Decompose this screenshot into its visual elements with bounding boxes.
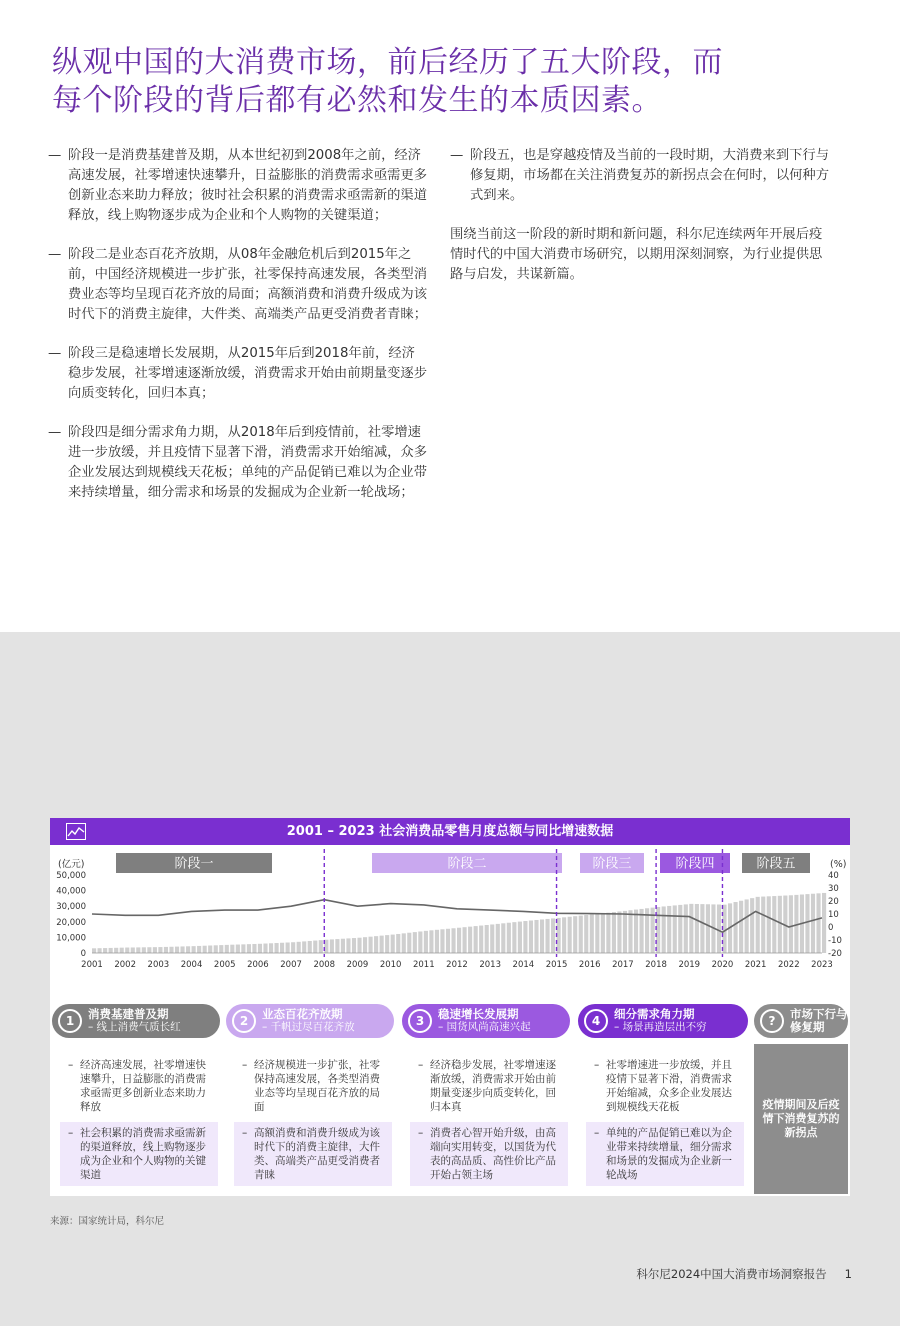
- source-note: 来源：国家统计局，科尔尼: [50, 1216, 165, 1227]
- sales-bar: [540, 919, 544, 953]
- right-axis-unit: (%): [830, 859, 847, 870]
- sales-bar: [573, 916, 577, 953]
- sales-bar: [662, 906, 666, 953]
- stage-number: 2: [232, 1009, 256, 1033]
- stage-label: 阶段三: [592, 856, 632, 872]
- intro-paragraph: 围绕当前这一阶段的新时期和新问题，科尔尼连续两年开展后疫情时代的中国大消费市场研究，以期用深刻洞察，为行业提供思路与启发，共谋新篇。: [450, 227, 823, 282]
- stage-point: – 社零增速进一步放缓，并且疫情下显著下滑，消费需求开始缩减，众多企业发展达到规模线天花板: [594, 1058, 736, 1114]
- left-tick-label: 40,000: [56, 886, 86, 897]
- page-footer: [636, 1266, 852, 1282]
- sales-bar: [623, 911, 627, 953]
- dash-mark: —: [48, 148, 62, 163]
- year-tick-label: 2007: [280, 960, 302, 970]
- sales-bar: [169, 947, 173, 953]
- sales-bar: [391, 935, 395, 953]
- sales-bar: [125, 948, 129, 953]
- retail-sales-chart: [50, 845, 850, 1002]
- year-tick-label: 2001: [81, 960, 103, 970]
- year-tick-label: 2022: [777, 960, 800, 970]
- left-tick-label: 50,000: [56, 871, 86, 881]
- dash-mark: —: [48, 425, 62, 440]
- dash-mark: —: [48, 247, 62, 262]
- sales-bar: [164, 947, 168, 953]
- right-tick-label: 0: [828, 923, 834, 933]
- sales-bar: [286, 942, 290, 953]
- stage-title: [614, 1008, 707, 1034]
- sales-bar: [678, 905, 682, 953]
- sales-bar: [490, 924, 494, 953]
- sales-bar: [601, 913, 605, 953]
- dash-mark: —: [48, 346, 62, 361]
- year-tick-label: 2019: [678, 960, 701, 970]
- sales-bar: [579, 916, 583, 953]
- sales-bar: [241, 944, 245, 953]
- sales-bar: [496, 924, 500, 953]
- sales-bar: [291, 942, 295, 953]
- sales-bar: [175, 947, 179, 953]
- sales-bar: [319, 940, 323, 953]
- sales-bar: [816, 893, 820, 953]
- stage-bullet: [48, 344, 428, 404]
- stage-title-text: 消费基建普及期: [88, 1007, 169, 1021]
- sales-bar: [617, 911, 621, 953]
- year-tick-label: 2018: [645, 960, 667, 970]
- sales-bar: [717, 905, 721, 953]
- year-tick-label: 2017: [612, 960, 634, 970]
- left-tick-label: 20,000: [56, 917, 86, 928]
- sales-bar: [700, 904, 704, 953]
- stage-number: 3: [408, 1009, 432, 1033]
- sales-bar: [695, 904, 699, 953]
- bullet-text: 阶段四是细分需求角力期，从2018年后到疫情前，社零增速进一步放缓，并且疫情下显著下滑，消费需求开始缩减，众多企业发展达到规模线天花板；单纯的产品促销已难以为企业带来持续增量，细分需求和场景的发掘成为企业新一轮战场；: [68, 425, 428, 500]
- sales-bar: [197, 946, 201, 953]
- right-tick-label: 20: [828, 897, 839, 907]
- right-tick-label: 40: [828, 871, 839, 881]
- year-tick-label: 2004: [180, 960, 203, 970]
- bullet-text: 阶段二是业态百花齐放期，从08年金融危机后到2015年之前，中国经济规模进一步扩张，社零保持高速发展，各类型消费业态等均呈现百花齐放的局面；高额消费和消费升级成为该时代下的消费主旋律，大件类、高端类产品更受消费者青睐；: [68, 247, 428, 322]
- stage-point: – 经济高速发展，社零增速快速攀升，日益膨胀的消费需求亟需更多创新业态来助力释放: [68, 1058, 210, 1114]
- sales-bar: [103, 948, 107, 953]
- right-column: [450, 146, 835, 285]
- sales-bar: [562, 917, 566, 953]
- stage-title-text: 业态百花齐放期: [262, 1007, 343, 1021]
- sales-bar: [363, 937, 367, 953]
- sales-bar: [805, 894, 809, 953]
- panel-title: 2001 – 2023 社会消费品零售月度总额与同比增速数据: [286, 824, 614, 839]
- stage-title: [88, 1008, 181, 1034]
- year-tick-label: 2016: [578, 960, 601, 970]
- sales-bar: [269, 943, 273, 953]
- stage-bullet: [48, 245, 428, 325]
- sales-bar: [136, 947, 140, 953]
- stage-number: 4: [584, 1009, 608, 1033]
- sales-bar: [203, 946, 207, 953]
- sales-bar: [739, 901, 743, 953]
- stage-point: – 社会积累的消费需求亟需新的渠道释放，线上购物逐步成为企业和个人购物的关键渠道: [60, 1122, 218, 1186]
- footer-report-name: 科尔尼2024中国大消费市场洞察报告: [636, 1267, 827, 1281]
- sales-bar: [689, 904, 693, 953]
- stage-1-tag: [52, 1004, 220, 1038]
- stage-title-text: 细分需求角力期: [614, 1007, 695, 1021]
- stage-title: [262, 1008, 355, 1034]
- sales-bar: [258, 944, 262, 953]
- sales-bar: [534, 920, 538, 953]
- stage-5-card: 疫情期间及后疫情下消费复苏的新拐点: [754, 1044, 848, 1194]
- left-tick-label: 10,000: [56, 933, 86, 944]
- headline-line-1: 纵观中国的大消费市场，前后经历了五大阶段，而: [52, 45, 723, 80]
- stage-title-text: 稳速增长发展期: [438, 1007, 519, 1021]
- sales-bar: [512, 922, 516, 953]
- sales-bar: [479, 926, 483, 953]
- stage-label: 阶段五: [756, 856, 796, 872]
- sales-bar: [518, 922, 522, 953]
- sales-bar: [302, 941, 306, 953]
- stage-2-tag: [226, 1004, 394, 1038]
- sales-bar: [634, 910, 638, 953]
- year-tick-label: 2005: [213, 960, 236, 970]
- sales-bar: [568, 917, 572, 953]
- sales-bar: [374, 936, 378, 953]
- stage-3-tag: [402, 1004, 570, 1038]
- bullet-text: 阶段一是消费基建普及期，从本世纪初到2008年之前，经济高速发展，社零增速快速攀升，日益膨胀的消费需求亟需更多创新业态来助力释放；彼时社会积累的消费需求亟需新的渠道释放，线上购物逐步成为企业和个人购物的关键渠道；: [68, 148, 428, 223]
- sales-bar: [734, 902, 738, 953]
- sales-bar: [236, 945, 240, 953]
- sales-bar: [474, 926, 478, 953]
- right-tick-label: -10: [828, 936, 842, 946]
- stage-subtitle: – 千帆过尽百花齐放: [262, 1021, 355, 1033]
- sales-bar: [153, 947, 157, 953]
- sales-bar: [523, 921, 527, 953]
- sales-bar: [673, 905, 677, 953]
- year-tick-label: 2020: [711, 960, 734, 970]
- sales-bar: [225, 945, 229, 953]
- sales-bar: [192, 946, 196, 953]
- stage-point: – 单纯的产品促销已难以为企业带来持续增量，细分需求和场景的发掘成为企业新一轮战场: [586, 1122, 744, 1186]
- year-tick-label: 2011: [412, 960, 435, 970]
- sales-bar: [778, 896, 782, 953]
- page-headline: [52, 44, 852, 120]
- sales-bar: [584, 915, 588, 953]
- sales-bar: [247, 944, 251, 953]
- left-axis-unit: (亿元): [58, 859, 85, 870]
- sales-bar: [369, 937, 373, 953]
- sales-bar: [706, 904, 710, 953]
- sales-bar: [275, 943, 279, 953]
- sales-bar: [380, 936, 384, 953]
- sales-bar: [418, 931, 422, 953]
- sales-bar: [341, 939, 345, 953]
- sales-bar: [435, 930, 439, 953]
- sales-bar: [297, 942, 301, 953]
- sales-bar: [789, 895, 793, 953]
- sales-bar: [385, 935, 389, 953]
- stage-4-card: [582, 1044, 748, 1194]
- year-tick-label: 2013: [479, 960, 502, 970]
- stage-point: – 高额消费和消费升级成为该时代下的消费主旋律，大件类、高端类产品更受消费者青睐: [234, 1122, 392, 1186]
- sales-bar: [446, 929, 450, 953]
- stage-number: ?: [760, 1009, 784, 1033]
- stage-bullet: [450, 146, 835, 206]
- stage-bullet: [48, 423, 428, 503]
- right-tick-label: 10: [828, 910, 839, 920]
- stage-point: – 经济稳步发展，社零增速逐渐放缓，消费需求开始由前期量变逐步向质变转化，回归本真: [418, 1058, 560, 1114]
- page-number: 1: [844, 1267, 852, 1281]
- sales-bar: [595, 914, 599, 953]
- year-tick-label: 2009: [346, 960, 369, 970]
- dash-mark: —: [450, 148, 464, 163]
- stage-subtitle: – 线上消费气质长红: [88, 1021, 181, 1033]
- sales-bar: [612, 912, 616, 953]
- stage-3-card: [406, 1044, 572, 1194]
- sales-bar: [208, 946, 212, 953]
- sales-bar: [142, 947, 146, 953]
- sales-bar: [92, 948, 96, 953]
- sales-bar: [424, 931, 428, 953]
- left-tick-label: 30,000: [56, 902, 86, 913]
- year-tick-label: 2015: [545, 960, 568, 970]
- sales-bar: [811, 894, 815, 953]
- sales-bar: [308, 941, 312, 953]
- stage-5-tag: [754, 1004, 848, 1038]
- sales-bar: [606, 913, 610, 953]
- sales-bar: [457, 928, 461, 953]
- left-tick-label: 0: [80, 949, 86, 959]
- sales-bar: [485, 925, 489, 953]
- year-tick-label: 2002: [114, 960, 137, 970]
- sales-bar: [745, 899, 749, 953]
- sales-bar: [429, 930, 433, 953]
- bullet-text: 阶段五，也是穿越疫情及当前的一段时期，大消费来到下行与修复期，市场都在关注消费复苏的新拐点会在何时，以何种方式到来。: [470, 148, 830, 203]
- sales-bar: [507, 923, 511, 953]
- stage-number: 1: [58, 1009, 82, 1033]
- sales-bar: [114, 948, 118, 953]
- sales-bar: [219, 945, 223, 953]
- right-tick-label: -20: [828, 949, 842, 959]
- sales-bar: [667, 906, 671, 953]
- sales-bar: [413, 932, 417, 953]
- sales-bar: [463, 927, 467, 953]
- sales-bar: [158, 947, 162, 953]
- stage-title: [438, 1008, 531, 1034]
- sales-bar: [750, 898, 754, 953]
- sales-bar: [109, 948, 113, 953]
- sales-bar: [761, 897, 765, 953]
- sales-bar: [396, 934, 400, 953]
- sales-bar: [252, 944, 256, 953]
- sales-bar: [186, 946, 190, 953]
- sales-bar: [280, 943, 284, 953]
- stage-1-card: [56, 1044, 222, 1194]
- year-tick-label: 2023: [811, 960, 833, 970]
- right-tick-label: 30: [828, 884, 839, 894]
- sales-bar: [357, 938, 361, 953]
- sales-bar: [120, 948, 124, 953]
- chart-panel: [50, 818, 850, 1196]
- stage-label: 阶段一: [174, 856, 214, 872]
- stage-4-tag: [578, 1004, 748, 1038]
- sales-bar: [628, 910, 632, 953]
- stage-subtitle: – 场景再造层出不穷: [614, 1021, 707, 1033]
- sales-bar: [772, 896, 776, 953]
- year-tick-label: 2014: [512, 960, 535, 970]
- stage-label: 阶段四: [675, 856, 715, 872]
- bullet-text: 阶段三是稳速增长发展期，从2015年后到2018年前，经济稳步发展，社零增速逐渐放缓，消费需求开始由前期量变逐步向质变转化，回归本真；: [68, 346, 428, 401]
- year-tick-label: 2006: [247, 960, 269, 970]
- stage-title: 市场下行与修复期: [790, 1007, 848, 1034]
- headline-line-2: 每个阶段的背后都有必然和发生的本质因素。: [52, 83, 662, 118]
- year-tick-label: 2003: [147, 960, 170, 970]
- sales-bar: [263, 944, 267, 953]
- year-tick-label: 2010: [379, 960, 402, 970]
- sales-bar: [407, 933, 411, 953]
- panel-header: [50, 818, 850, 845]
- sales-bar: [529, 921, 533, 954]
- sales-bar: [451, 928, 455, 953]
- sales-bar: [98, 948, 102, 953]
- stage-point: – 经济规模进一步扩张，社零保持高速发展，各类型消费业态等均呈现百花齐放的局面: [242, 1058, 384, 1114]
- sales-bar: [230, 945, 234, 953]
- sales-bar: [440, 929, 444, 953]
- sales-bar: [313, 941, 317, 953]
- sales-bar: [468, 927, 472, 953]
- sales-bar: [352, 938, 356, 953]
- stage-2-card: [230, 1044, 396, 1194]
- stage-subtitle: – 国货风尚高速兴起: [438, 1021, 531, 1033]
- stage-point: – 消费者心智开始升级，由高端向实用转变，以国货为代表的高品质、高性价比产品开始占领主场: [410, 1122, 568, 1186]
- sales-bar: [131, 947, 135, 953]
- sales-bar: [756, 897, 760, 953]
- year-tick-label: 2008: [313, 960, 336, 970]
- sales-bar: [551, 918, 555, 953]
- sales-bar: [402, 933, 406, 953]
- sales-bar: [147, 947, 151, 953]
- left-column: [48, 146, 428, 522]
- sales-bar: [767, 896, 771, 953]
- sales-bar: [822, 893, 826, 953]
- stage-label: 阶段二: [447, 856, 487, 872]
- sales-bar: [590, 914, 594, 953]
- sales-bar: [335, 939, 339, 953]
- sales-bar: [180, 946, 184, 953]
- sales-bar: [346, 938, 350, 953]
- stage-bullet: [48, 146, 428, 226]
- sales-bar: [684, 904, 688, 953]
- sales-bar: [214, 945, 218, 953]
- year-tick-label: 2021: [744, 960, 767, 970]
- year-tick-label: 2012: [446, 960, 468, 970]
- sales-bar: [545, 919, 549, 953]
- sales-bar: [501, 923, 505, 953]
- sales-bar: [330, 939, 334, 953]
